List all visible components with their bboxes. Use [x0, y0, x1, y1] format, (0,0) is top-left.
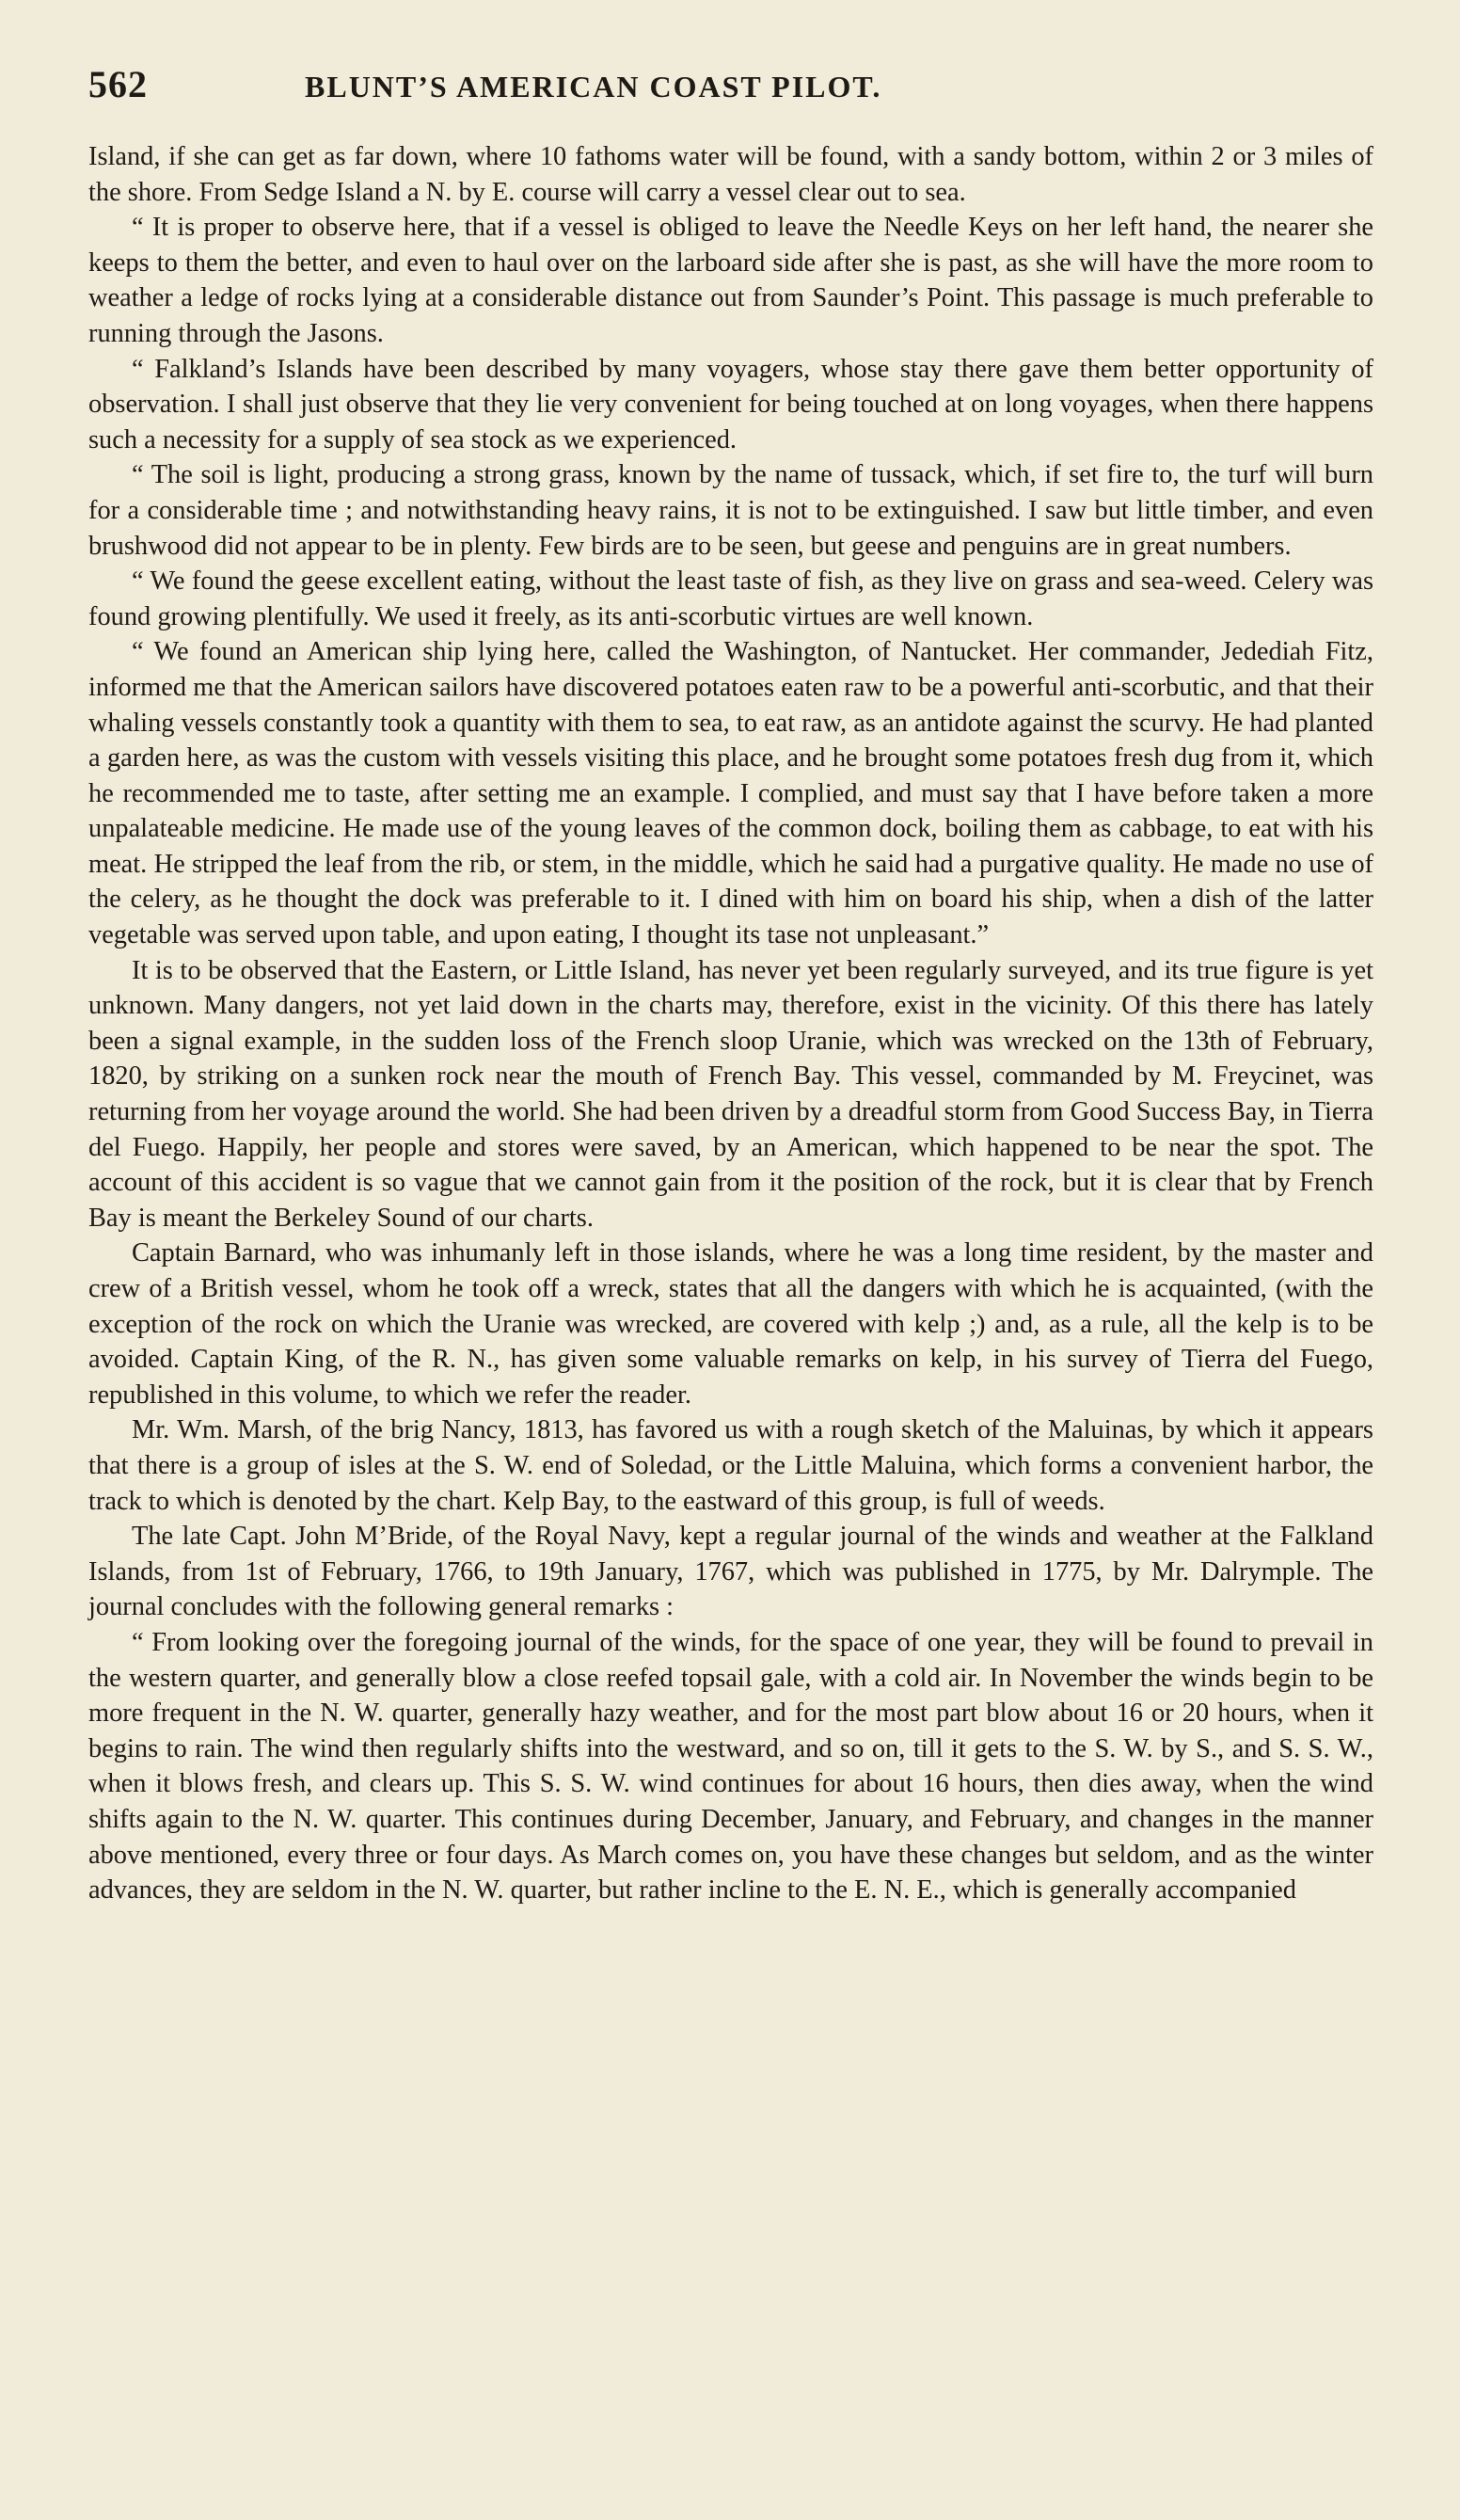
- paragraph-wind-remarks: “ From looking over the foregoing journal of the winds, for the space of one year, they will be found to prevail in the western quarter, and generally blow a close reefed topsail gale, with a cold air. In November the winds begin to be more frequent in the N. W. quarter, generally hazy weather, and for the most part blow about 16 or 20 hours, when it begins to rain. The wind then regularly shifts into the westward, and so on, till it gets to the S. W. by S., and S. S. W., when it blows fresh, and clears up. This S. S. W. wind continues for about 16 hours, then dies away, when the wind shifts again to the N. W. quarter. This continues during December, January, and February, and changes in the manner above mentioned, every three or four days. As March comes on, you have these changes but seldom, and as the winter advances, they are seldom in the N. W. quarter, but rather incline to the E. N. E., which is generally accompanied: [88, 1627, 1373, 1906]
- paragraph-mbride-journal: The late Capt. John M’Bride, of the Royal Navy, kept a regular journal of the winds and weather at the Falkland Islands, from 1st of February, 1766, to 19th January, 1767, which was published in 1775, by Mr. Dalrymple. The journal concludes with the following general remarks :: [88, 1522, 1373, 1622]
- running-title: BLUNT’S AMERICAN COAST PILOT.: [305, 70, 882, 104]
- page-number: 562: [88, 63, 148, 105]
- paragraph-geese-celery: “ We found the geese excellent eating, without the least taste of fish, as they live on grass and sea-weed. Celery was found growing plentifully. We used it freely, as its anti-scorbutic virtues are well known.: [88, 566, 1373, 631]
- paragraph-continued: Island, if she can get as far down, where 10 fathoms water will be found, with a sandy bottom, within 2 or 3 miles of the shore. From Sedge Island a N. by E. course will carry a vessel clear out to sea.: [88, 142, 1373, 207]
- paragraph-american-ship: “ We found an American ship lying here, called the Washington, of Nantucket. Her commander, Jedediah Fitz, informed me that the American sailors have discovered potatoes eaten raw to be a powerful anti-scorbutic, and that their whaling vessels constantly took a quantity with them to sea, to eat raw, as an antidote against the scurvy. He had planted a garden here, as was the custom with vessels visiting this place, and he brought some potatoes fresh dug from it, which he recommended me to taste, after setting me an example. I complied, and must say that I have before taken a more unpalateable medicine. He made use of the young leaves of the common dock, boiling them as cabbage, to eat with his meat. He stripped the leaf from the rib, or stem, in the middle, which he said had a purgative quality. He made no use of the celery, as he thought the dock was preferable to it. I dined with him on board his ship, when a dish of the latter vegetable was served upon table, and upon eating, I thought its tase not unpleasant.”: [88, 637, 1373, 950]
- paragraph-marsh-sketch: Mr. Wm. Marsh, of the brig Nancy, 1813, has favored us with a rough sketch of the Maluinas, by which it appears that there is a group of isles at the S. W. end of Soledad, or the Little Maluina, which forms a convenient harbor, the track to which is denoted by the chart. Kelp Bay, to the eastward of this group, is full of weeds.: [88, 1415, 1373, 1516]
- paragraph-eastern-island: It is to be observed that the Eastern, or Little Island, has never yet been regularly surveyed, and its true figure is yet unknown. Many dangers, not yet laid down in the charts may, therefore, exist in the vicinity. Of this there has lately been a signal example, in the sudden loss of the French sloop Uranie, which was wrecked on the 13th of February, 1820, by striking on a sunken rock near the mouth of French Bay. This vessel, commanded by M. Freycinet, was returning from her voyage around the world. She had been driven by a dreadful storm from Good Success Bay, in Tierra del Fuego. Happily, her people and stores were saved, by an American, which happened to be near the spot. The account of this accident is so vague that we cannot gain from it the position of the rock, but it is clear that by French Bay is meant the Berkeley Sound of our charts.: [88, 955, 1373, 1233]
- paragraph-falklands-description: “ Falkland’s Islands have been described by many voyagers, whose stay there gave them better opportunity of observation. I shall just observe that they lie very convenient for being touched at on long voyages, when there happens such a necessity for a supply of sea stock as we experienced.: [88, 354, 1373, 455]
- body-text: [88, 139, 1373, 1908]
- paragraph-soil: “ The soil is light, producing a strong grass, known by the name of tussack, which, if set fire to, the turf will burn for a considerable time ; and notwithstanding heavy rains, it is not to be extinguished. I saw but little timber, and even brushwood did not appear to be in plenty. Few birds are to be seen, but geese and penguins are in great numbers.: [88, 460, 1373, 561]
- paragraph-needle-keys: “ It is proper to observe here, that if a vessel is obliged to leave the Needle Keys on her left hand, the nearer she keeps to them the better, and even to haul over on the larboard side after she is past, as she will have the more room to weather a ledge of rocks lying at a considerable distance out from Saunder’s Point. This passage is much preferable to running through the Jasons.: [88, 213, 1373, 348]
- paragraph-captain-barnard: Captain Barnard, who was inhumanly left in those islands, where he was a long time resident, by the master and crew of a British vessel, whom he took off a wreck, states that all the dangers with which he is acquainted, (with the exception of the rock on which the Uranie was wrecked, are covered with kelp ;) and, as a rule, all the kelp is to be avoided. Captain King, of the R. N., has given some valuable remarks on kelp, in his survey of Tierra del Fuego, republished in this volume, to which we refer the reader.: [88, 1238, 1373, 1410]
- page-header: [88, 62, 1373, 122]
